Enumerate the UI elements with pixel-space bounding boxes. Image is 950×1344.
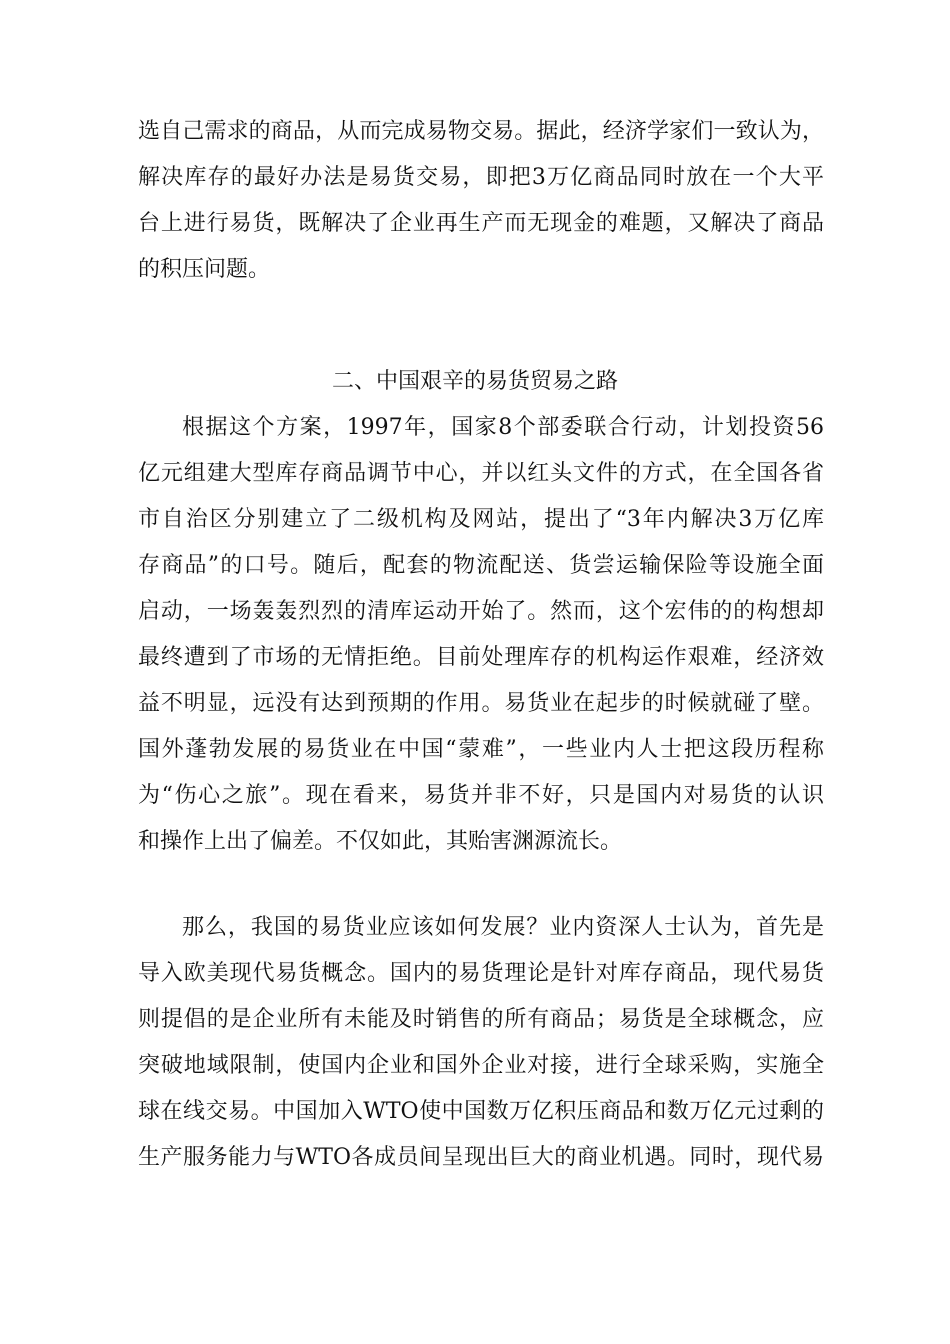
paragraph-line: 存商品”的口号。随后，配套的物流配送、货尝运输保险等设施全面	[138, 553, 824, 578]
paragraph-line: 那么，我国的易货业应该如何发展？业内资深人士认为，首先是	[182, 915, 824, 940]
section-heading: 二、中国艰辛的易货贸易之路	[331, 369, 618, 394]
paragraph-line: 市自治区分别建立了二级机构及网站，提出了“3年内解决3万亿库	[138, 507, 824, 532]
paragraph-line: 国外蓬勃发展的易货业在中国“蒙难”，一些业内人士把这段历程称	[138, 737, 824, 762]
paragraph-line: 台上进行易货，既解决了企业再生产而无现金的难题，又解决了商品	[138, 211, 824, 236]
paragraph-line: 选自己需求的商品，从而完成易物交易。据此，经济学家们一致认为，	[138, 119, 824, 144]
paragraph-line: 根据这个方案，1997年，国家8个部委联合行动，计划投资56	[182, 415, 824, 440]
paragraph-line: 突破地域限制，使国内企业和国外企业对接，进行全球采购，实施全	[138, 1053, 824, 1078]
paragraph-line: 解决库存的最好办法是易货交易，即把3万亿商品同时放在一个大平	[138, 165, 824, 190]
paragraph-line: 最终遭到了市场的无情拒绝。目前处理库存的机构运作艰难，经济效	[138, 645, 824, 670]
paragraph-line: 则提倡的是企业所有未能及时销售的所有商品；易货是全球概念，应	[138, 1007, 824, 1032]
paragraph-line: 的积压问题。	[138, 257, 271, 282]
paragraph-line: 导入欧美现代易货概念。国内的易货理论是针对库存商品，现代易货	[138, 961, 824, 986]
paragraph-line: 益不明显，远没有达到预期的作用。易货业在起步的时候就碰了壁。	[138, 691, 824, 716]
paragraph-line: 球在线交易。中国加入WTO使中国数万亿积压商品和数万亿元过剩的	[138, 1099, 824, 1124]
paragraph-line: 启动，一场轰轰烈烈的清库运动开始了。然而，这个宏伟的的构想却	[138, 599, 824, 624]
paragraph-line: 亿元组建大型库存商品调节中心，并以红头文件的方式，在全国各省	[138, 461, 824, 486]
paragraph-line: 生产服务能力与WTO各成员间呈现出巨大的商业机遇。同时，现代易	[138, 1145, 824, 1170]
paragraph-line: 和操作上出了偏差。不仅如此，其贻害渊源流长。	[138, 829, 623, 854]
paragraph-line: 为“伤心之旅”。现在看来，易货并非不好，只是国内对易货的认识	[138, 783, 824, 808]
